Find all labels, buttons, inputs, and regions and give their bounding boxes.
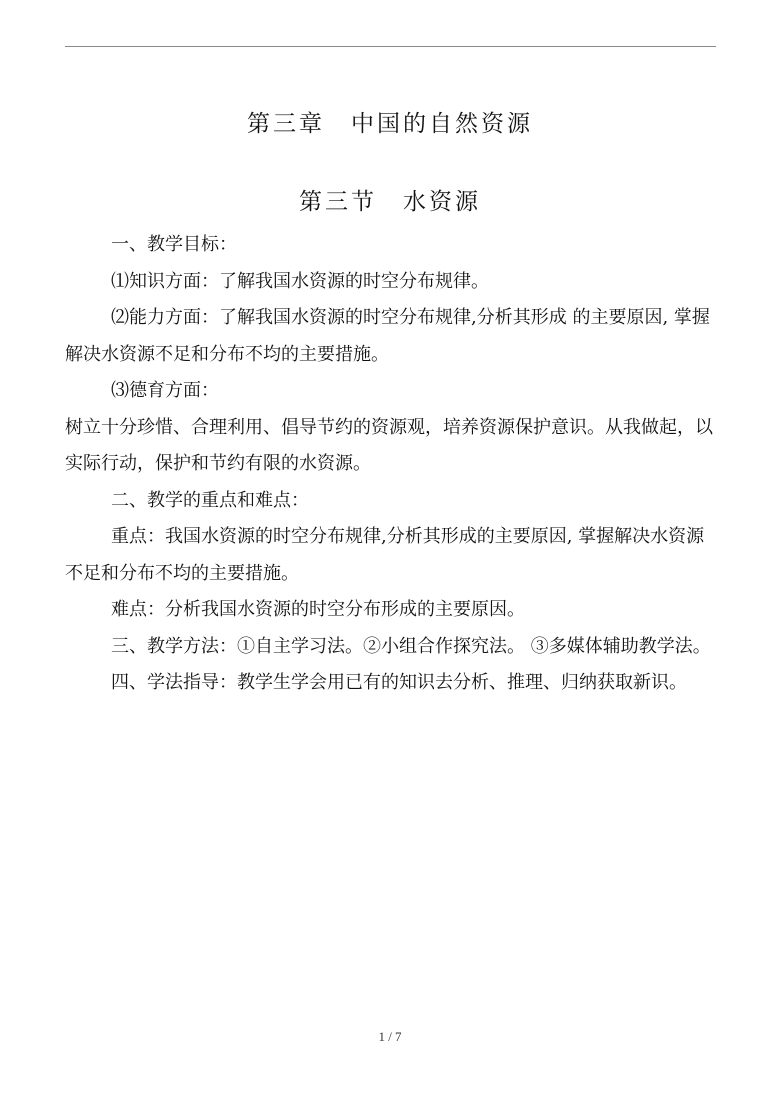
paragraph-moral: 树立十分珍惜、合理利用、倡导节约的资源观，培养资源保护意识。从我做起，以实际行动，保护和节约有限的水资源。: [65, 416, 713, 474]
page-number: 1 / 7: [378, 1029, 402, 1044]
header-rule: [65, 46, 716, 47]
paragraph-guidance: 四、学法指导：教学生学会用已有的知识去分析、推理、归纳获取新识。: [111, 672, 687, 693]
paragraph-objectives-heading: 一、教学目标：: [111, 234, 237, 255]
paragraph-methods: 三、教学方法：①自主学习法。②小组合作探究法。 ③多媒体辅助教学法。: [111, 635, 711, 657]
paragraph-moral-heading: ⑶德育方面：: [111, 380, 219, 401]
document-body: [65, 227, 717, 702]
paragraph-keypoint: 重点：我国水资源的时空分布规律,分析其形成的主要原因, 掌握解决水资源不足和分布不均的主要措施。: [65, 526, 705, 584]
chapter-title: 第三章 中国的自然资源: [247, 111, 533, 137]
paragraph-difficulty: 难点：分析我国水资源的时空分布形成的主要原因。: [111, 599, 525, 620]
paragraph-knowledge: ⑴知识方面：了解我国水资源的时空分布规律。: [111, 270, 489, 292]
paragraph-keypoints-heading: 二、教学的重点和难点：: [111, 489, 309, 511]
section-title: 第三节 水资源: [299, 189, 481, 215]
paragraph-ability: ⑵能力方面：了解我国水资源的时空分布规律,分析其形成 的主要原因, 掌握解决水资源不足和分布不均的主要措施。: [65, 307, 710, 365]
